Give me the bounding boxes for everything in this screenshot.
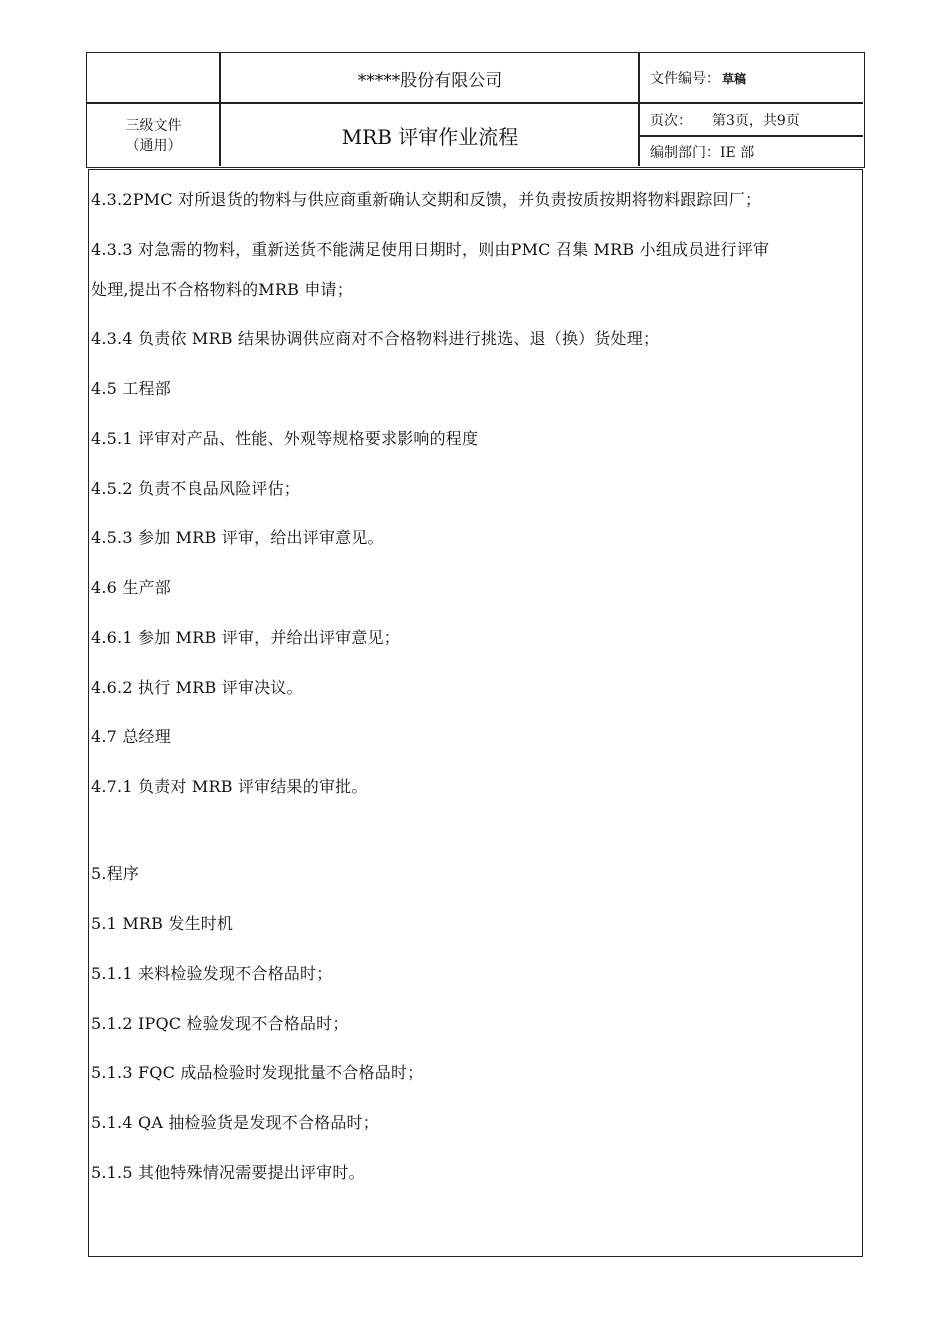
- section-heading: 4.6 生产部: [91, 578, 171, 597]
- body-line: 4.7.1 负责对 MRB 评审结果的审批。: [91, 777, 368, 796]
- document-body: [88, 169, 863, 1257]
- section-heading: 4.7 总经理: [91, 727, 171, 746]
- company-name: *****股份有限公司: [357, 70, 503, 91]
- section-heading: 4.5 工程部: [91, 379, 171, 398]
- body-line: 4.6.2 执行 MRB 评审决议。: [91, 678, 303, 697]
- body-line: 4.3.4 负责依 MRB 结果协调供应商对不合格物料进行挑选、退（换）货处理；: [91, 329, 660, 348]
- section-heading: 5.1 MRB 发生时机: [91, 914, 234, 933]
- body-line: 4.3.3 对急需的物料，重新送货不能满足使用日期时，则由PMC 召集 MRB 小组成员进行评审: [91, 240, 770, 259]
- body-line: 4.5.2 负责不良品风险评估；: [91, 479, 300, 498]
- department: 编制部门：IE 部: [650, 145, 755, 161]
- body-line: 5.1.4 QA 抽检验货是发现不合格品时；: [91, 1113, 379, 1132]
- body-line: 4.5.1 评审对产品、性能、外观等规格要求影响的程度: [91, 429, 479, 448]
- page-number-label: 页次：: [650, 113, 692, 129]
- body-line: 4.3.2PMC 对所退货的物料与供应商重新确认交期和反馈，并负责按质按期将物料跟踪回厂；: [91, 190, 762, 209]
- document-number: [640, 53, 864, 103]
- page-number-value: 第3页，共9页: [712, 113, 800, 129]
- section-heading: 5.程序: [91, 864, 140, 883]
- body-line: 4.6.1 参加 MRB 评审，并给出评审意见；: [91, 628, 400, 647]
- document-title: MRB 评审作业流程: [341, 125, 519, 149]
- document-level-line2: （通用）: [125, 137, 182, 154]
- document-number-label: 文件编号：: [650, 71, 720, 87]
- body-line: 处理,提出不合格物料的MRB 申请；: [91, 280, 353, 299]
- body-line: 5.1.2 IPQC 检验发现不合格品时；: [91, 1014, 349, 1033]
- document-header-table: [86, 52, 865, 168]
- page-number: [640, 104, 864, 136]
- document-level: [87, 104, 220, 167]
- body-line: 5.1.3 FQC 成品检验时发现批量不合格品时；: [91, 1063, 424, 1082]
- document-level-line1: 三级文件: [125, 117, 182, 134]
- body-line: 4.5.3 参加 MRB 评审，给出评审意见。: [91, 528, 384, 547]
- document-number-value: 草稿: [722, 71, 747, 86]
- body-line: 5.1.5 其他特殊情况需要提出评审时。: [91, 1163, 365, 1182]
- body-line: 5.1.1 来料检验发现不合格品时；: [91, 964, 333, 983]
